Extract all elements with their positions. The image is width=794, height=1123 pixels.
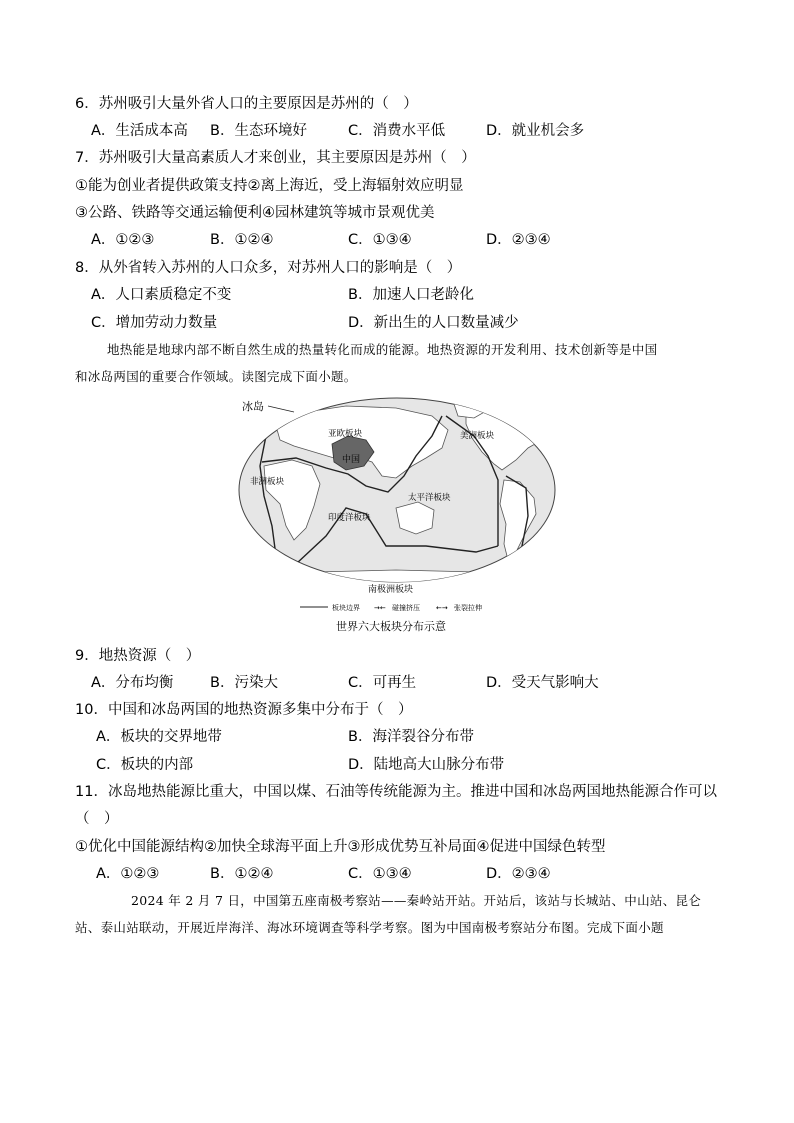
- intro1-line1: 地热能是地球内部不断自然生成的热量转化而成的能源。地热资源的开发利用、技术创新等是中国: [107, 342, 658, 357]
- q7-item-line2: ③公路、铁路等交通运输便利④园林建筑等城市景观优美: [75, 205, 435, 221]
- legend-rift-arrows: ←→: [436, 604, 448, 612]
- label-antarctic-plate: 南极洲板块: [368, 585, 414, 595]
- q7-option-c: C．①③④: [348, 232, 412, 248]
- q7-option-a: A．①②③: [91, 232, 155, 248]
- q9-option-b: B．污染大: [210, 675, 278, 691]
- q11-option-a: A．①②③: [96, 866, 160, 882]
- q8-stem: 8．从外省转入苏州的人口众多，对苏州人口的影响是（ ）: [75, 260, 462, 276]
- intro2-line1: 2024 年 2 月 7 日，中国第五座南极考察站——秦岭站开站。开站后，该站与长城站、中山站、昆仑: [131, 893, 702, 908]
- iceland-pointer: [268, 406, 294, 412]
- label-american-plate: 美洲板块: [460, 431, 495, 441]
- q9-stem: 9．地热资源（ ）: [75, 648, 201, 664]
- q10-option-c: C．板块的内部: [96, 757, 194, 773]
- q6-option-b: B．生态环境好: [210, 123, 307, 139]
- legend-collision-label: 碰撞挤压: [392, 604, 420, 612]
- q9-option-a: A．分布均衡: [91, 675, 174, 691]
- q8-option-d: D．新出生的人口数量减少: [348, 315, 519, 331]
- q7-stem: 7．苏州吸引大量高素质人才来创业，其主要原因是苏州（ ）: [75, 150, 476, 166]
- q7-option-d: D．②③④: [486, 232, 551, 248]
- q11-stem-bracket: （ ）: [75, 811, 119, 827]
- label-african-plate: 非洲板块: [250, 477, 285, 487]
- q7-option-b: B．①②④: [210, 232, 274, 248]
- q6-option-c: C．消费水平低: [348, 123, 446, 139]
- q6-option-d: D．就业机会多: [486, 123, 585, 139]
- q10-option-a: A．板块的交界地带: [96, 729, 222, 745]
- q11-option-c: C．①③④: [348, 866, 412, 882]
- label-pacific-plate: 太平洋板块: [408, 493, 451, 503]
- q7-item-line1: ①能为创业者提供政策支持②离上海近，受上海辐射效应明显: [75, 178, 464, 194]
- q10-option-d: D．陆地高大山脉分布带: [348, 757, 505, 773]
- q10-stem: 10．中国和冰岛两国的地热资源多集中分布于（ ）: [75, 702, 413, 718]
- label-iceland: 冰岛: [242, 401, 264, 413]
- q8-option-c: C．增加劳动力数量: [91, 315, 218, 331]
- label-eurasian-plate: 亚欧板块: [328, 429, 363, 439]
- q9-option-d: D．受天气影响大: [486, 675, 599, 691]
- q10-option-b: B．海洋裂谷分布带: [348, 729, 474, 745]
- q6-option-a: A．生活成本高: [91, 123, 188, 139]
- plate-map: [236, 396, 558, 618]
- q8-option-b: B．加速人口老龄化: [348, 287, 474, 303]
- label-china: 中国: [342, 455, 361, 465]
- q11-option-b: B．①②④: [210, 866, 274, 882]
- label-indian-plate: 印度洋板块: [328, 513, 371, 523]
- q8-option-a: A．人口素质稳定不变: [91, 287, 232, 303]
- intro2-line2: 站、泰山站联动，开展近岸海洋、海冰环境调查等科学考察。图为中国南极考察站分布图。完成下面小题: [75, 920, 664, 935]
- legend-rift-label: 张裂拉伸: [454, 604, 482, 612]
- q11-item-line: ①优化中国能源结构②加快全球海平面上升③形成优势互补局面④促进中国绿色转型: [75, 839, 606, 855]
- q11-stem: 11．冰岛地热能源比重大，中国以煤、石油等传统能源为主。推进中国和冰岛两国地热能源合作可以: [75, 784, 717, 800]
- q6-stem: 6．苏州吸引大量外省人口的主要原因是苏州的（ ）: [75, 96, 418, 112]
- q9-option-c: C．可再生: [348, 675, 417, 691]
- map-caption: 世界六大板块分布示意: [336, 620, 446, 633]
- q11-option-d: D．②③④: [486, 866, 551, 882]
- legend-collision-arrows: →←: [374, 604, 386, 612]
- intro1-line2: 和冰岛两国的重要合作领域。读图完成下面小题。: [75, 369, 357, 384]
- legend-boundary-label: 板块边界: [332, 604, 360, 612]
